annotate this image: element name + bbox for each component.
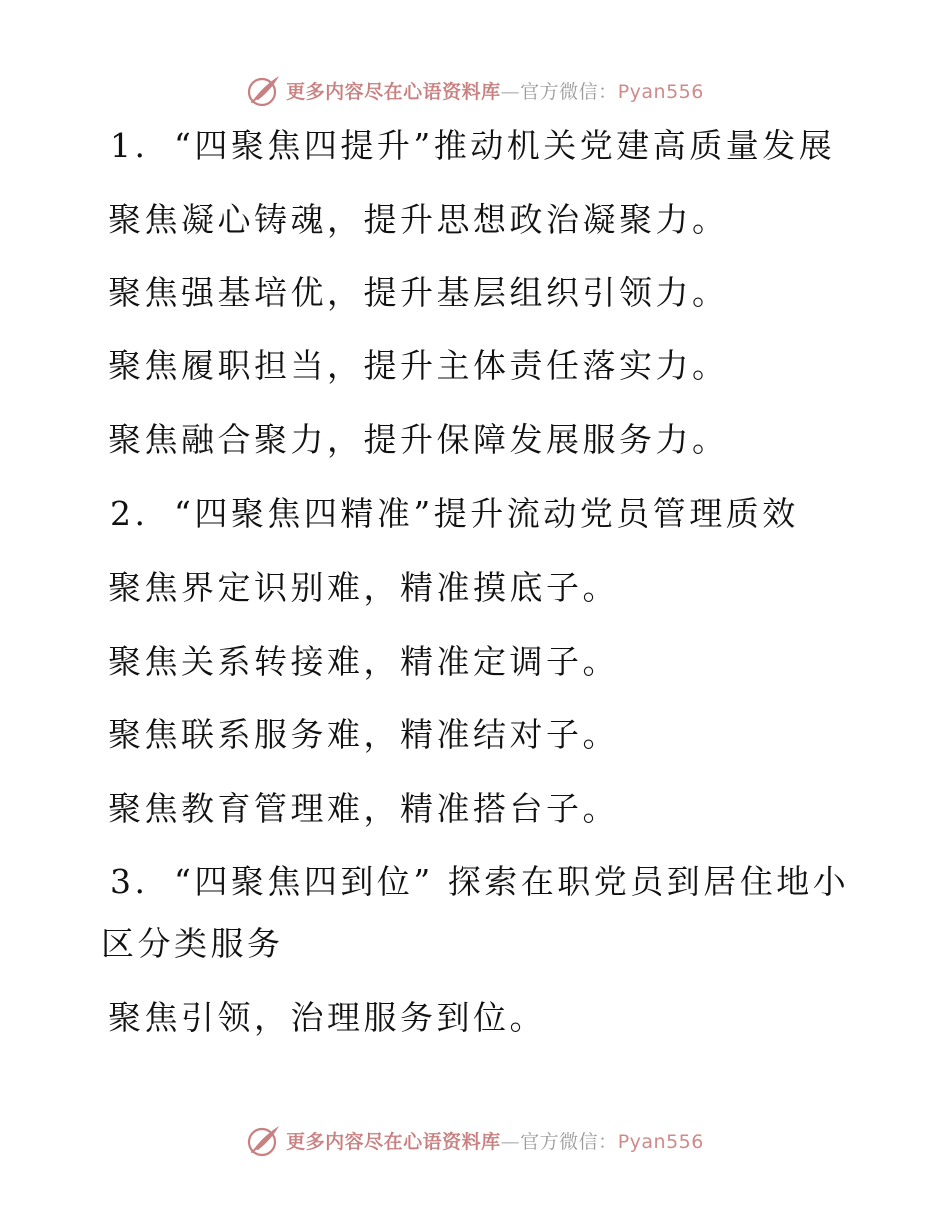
section-number: 1. (110, 126, 149, 165)
watermark-dash: — (500, 1130, 521, 1153)
list-item: 聚焦教育管理难，精准搭台子。 (108, 789, 619, 828)
watermark-dash: — (500, 80, 521, 103)
section-title: “四聚焦四精准”提升流动党员管理质效 (174, 494, 799, 533)
header-watermark (0, 70, 950, 110)
section-number: 2. (110, 494, 149, 533)
list-item: 聚焦履职担当，提升主体责任落实力。 (108, 346, 729, 385)
section-title: “四聚焦四提升”推动机关党建高质量发展 (174, 126, 836, 165)
section-heading-2 (110, 494, 799, 534)
watermark-wechat-label: 官方微信： (520, 1130, 618, 1153)
list-item: 聚焦融合聚力，提升保障发展服务力。 (108, 420, 729, 459)
watermark-site: 更多内容尽在心语资料库 (286, 1130, 501, 1153)
quill-logo-icon (246, 73, 282, 107)
section-title: “四聚焦四到位” 探索在职党员到居住地小 (174, 862, 850, 901)
watermark-wechat-id: Pyan556 (617, 1130, 704, 1153)
list-item: 聚焦关系转接难，精准定调子。 (108, 642, 619, 681)
quill-logo-icon (246, 1123, 282, 1157)
section-title-continuation: 区分类服务 (101, 924, 284, 963)
section-heading-1 (110, 126, 835, 166)
list-item: 聚焦凝心铸魂，提升思想政治凝聚力。 (108, 200, 729, 239)
footer-watermark (0, 1120, 950, 1160)
watermark-wechat-label: 官方微信： (520, 80, 618, 103)
list-item: 聚焦强基培优，提升基层组织引领力。 (108, 273, 729, 312)
watermark-site: 更多内容尽在心语资料库 (286, 80, 501, 103)
list-item: 聚焦界定识别难，精准摸底子。 (108, 568, 619, 607)
watermark-wechat-id: Pyan556 (617, 80, 704, 103)
list-item: 聚焦引领，治理服务到位。 (108, 998, 546, 1037)
list-item: 聚焦联系服务难，精准结对子。 (108, 715, 619, 754)
section-number: 3. (110, 862, 149, 901)
watermark-text (286, 1127, 704, 1154)
section-heading-3 (110, 862, 849, 902)
watermark-text (286, 77, 704, 104)
